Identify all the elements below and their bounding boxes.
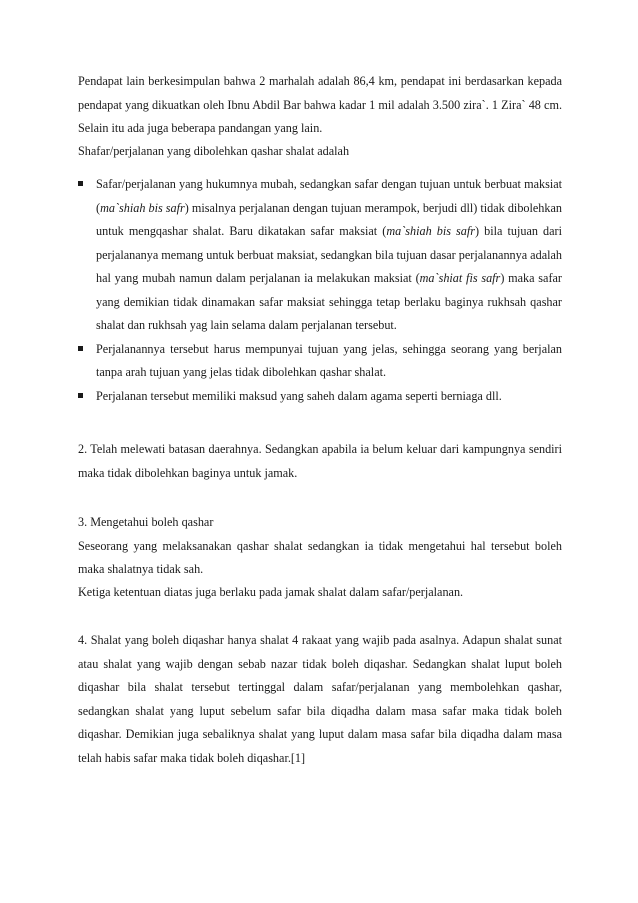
conditions-list — [78, 173, 562, 408]
text-run: ) bila tujuan dari perjalananya memang untuk berbuat maksiat, sedangkan bila tujuan dasar perjalanannya adalah hal yang mubah namun dalam perjalanan ia melakukan maksiat ( — [96, 224, 562, 285]
intro-paragraph: Pendapat lain berkesimpulan bahwa 2 marhalah adalah 86,4 km, pendapat ini berdasarkan kepada pendapat yang dikuatkan oleh Ibnu Abdil Bar bahwa kadar 1 mil adalah 3.500 zira`. 1 Zira` 48 cm. Selain itu ada juga beberapa pandangan yang lain. — [78, 74, 562, 135]
list-item-text — [96, 173, 562, 338]
italic-term: ma`shiat fis safr — [419, 271, 501, 285]
square-bullet-icon — [78, 346, 83, 351]
text-run: ) maka safar yang demikian tidak dinamakan safar maksiat sehingga tetap berlaku baginya rukhsah qashar shalat dan rukhsah yag lain selama dalam perjalanan tersebut. — [96, 271, 562, 332]
text-run: Safar/perjalanan yang hukumnya mubah, sedangkan safar dengan tujuan untuk berbuat maksiat ( — [96, 177, 562, 215]
square-bullet-icon — [78, 181, 83, 186]
section-3-heading: 3. Mengetahui boleh qashar — [78, 515, 214, 529]
list-item — [78, 338, 562, 385]
section-2-paragraph: 2. Telah melewati batasan daerahnya. Sedangkan apabila ia belum keluar dari kampungnya sendiri maka tidak dibolehkan baginya untuk jamak. — [78, 442, 562, 480]
list-item-text: Perjalanannya tersebut harus mempunyai tujuan yang jelas, sehingga seorang yang berjalan tanpa arah tujuan yang jelas tidak dibolehkan qashar shalat. — [96, 341, 562, 379]
italic-term: ma`shiah bis safr — [386, 224, 476, 238]
section-3-paragraph: Seseorang yang melaksanakan qashar shalat sedangkan ia tidak mengetahui hal tersebut boleh maka shalatnya tidak sah. — [78, 538, 562, 576]
list-item — [78, 385, 562, 409]
list-item — [78, 173, 562, 338]
section-4-paragraph: 4. Shalat yang boleh diqashar hanya shalat 4 rakaat yang wajib pada asalnya. Adapun shalat sunat atau shalat yang wajib dengan sebab nazar tidak boleh diqashar. Sedangkan shalat luput boleh diqashar bila shalat tersebut tertinggal dalam safar/perjalanan yang membolehkan qashar, sedangkan shalat yang luput sebelum safar bila diqadha dalam masa safar maka tidak boleh diqashar. Demikian juga sebaliknya shalat yang luput dalam masa safar bila diqadha dalam masa telah habis safar maka tidak boleh diqashar.[1] — [78, 633, 562, 765]
text-run: ) misalnya perjalanan dengan tujuan merampok, berjudi dll) tidak dibolehkan untuk mengqashar shalat. Baru dikatakan safar maksiat ( — [96, 200, 562, 238]
list-item-text: Perjalanan tersebut memiliki maksud yang saheh dalam agama seperti berniaga dll. — [96, 388, 502, 403]
square-bullet-icon — [78, 393, 83, 398]
section-3-note: Ketiga ketentuan diatas juga berlaku pada jamak shalat dalam safar/perjalanan. — [78, 584, 464, 599]
section-3 — [78, 511, 562, 603]
document-body — [78, 70, 562, 770]
intro-lead-in: Shafar/perjalanan yang dibolehkan qashar shalat adalah — [78, 143, 350, 158]
italic-term: ma`shiah bis safr — [100, 200, 185, 215]
